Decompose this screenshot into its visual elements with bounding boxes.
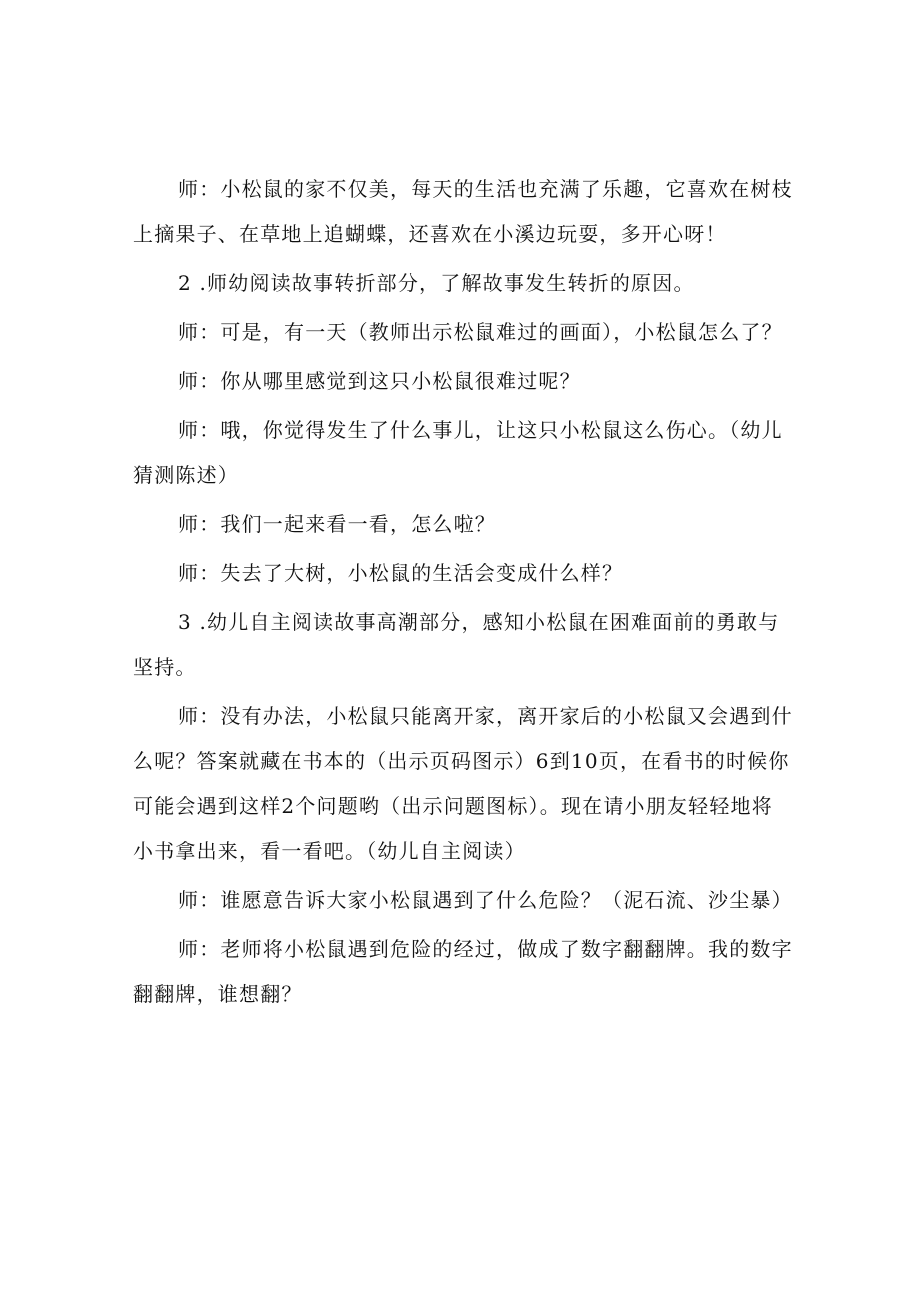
section-heading-3: 3 .幼儿自主阅读故事高潮部分，感知小松鼠在困难面前的勇敢与坚持。 — [133, 610, 780, 679]
paragraph-question-why: 师：哦，你觉得发生了什么事儿，让这只小松鼠这么伤心。（幼儿猜测陈述） — [133, 418, 783, 487]
paragraph-lost-tree: 师：失去了大树，小松鼠的生活会变成什么样？ — [178, 561, 624, 585]
paragraph-flip-cards: 师：老师将小松鼠遇到危险的经过，做成了数字翻翻牌。我的数字翻翻牌，谁想翻？ — [133, 937, 793, 1006]
paragraph-question-sad: 师：你从哪里感觉到这只小松鼠很难过呢？ — [178, 369, 581, 393]
paragraph-look-together: 师：我们一起来看一看，怎么啦？ — [178, 512, 496, 536]
section-heading-2: 2 .师幼阅读故事转折部分，了解故事发生转折的原因。 — [178, 271, 695, 295]
paragraph-danger: 师：谁愿意告诉大家小松鼠遇到了什么危险？（泥石流、沙尘暴） — [178, 888, 793, 912]
paragraph-leave-home: 师：没有办法，小松鼠只能离开家，离开家后的小松鼠又会遇到什么呢？答案就藏在书本的（出示页码图示）6到10页，在看书的时候你可能会遇到这样2个问题哟（出示问题图标）。现在请小朋友轻轻地将小书拿出来，看一看吧。（幼儿自主阅读） — [133, 704, 793, 863]
document-body — [133, 167, 793, 1017]
paragraph-intro: 师：小松鼠的家不仅美，每天的生活也充满了乐趣，它喜欢在树枝上摘果子、在草地上追蝴蝶，还喜欢在小溪边玩耍，多开心呀！ — [133, 177, 793, 246]
paragraph-turning-point: 师：可是，有一天（教师出示松鼠难过的画面），小松鼠怎么了？ — [178, 320, 783, 344]
